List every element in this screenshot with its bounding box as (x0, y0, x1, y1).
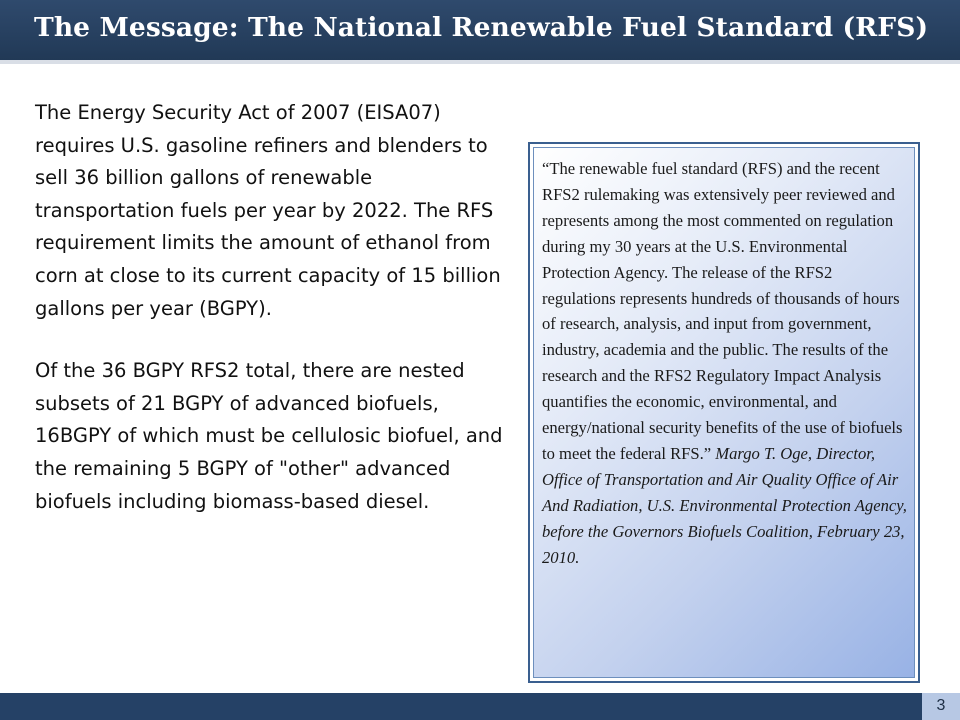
main-text (35, 97, 505, 518)
footer-bar (0, 693, 960, 720)
page-number: 3 (922, 693, 960, 720)
paragraph-rfs2-subsets: Of the 36 BGPY RFS2 total, there are nested subsets of 21 BGPY of advanced biofuels, 16BGPY of which must be cellulosic biofuel, and the remaining 5 BGPY of "other" advanced biofuels including biomass-based diesel. (35, 359, 503, 513)
quote-attribution: Margo T. Oge, Director, Office of Transportation and Air Quality Office of Air And Radiation, U.S. Environmental Protection Agency, before the Governors Biofuels Coalition, February 23, 2010. (542, 443, 907, 567)
slide-title: The Message: The National Renewable Fuel Standard (RFS) (34, 12, 929, 43)
title-bar (0, 0, 960, 60)
quote-box (528, 142, 920, 683)
paragraph-eisa07: The Energy Security Act of 2007 (EISA07) requires U.S. gasoline refiners and blenders to sell 36 billion gallons of renewable transportation fuels per year by 2022. The RFS requirement limits the amount of ethanol from corn at close to its current capacity of 15 billion gallons per year (BGPY). (35, 101, 501, 320)
quote-panel (533, 147, 915, 678)
quote-text: “The renewable fuel standard (RFS) and the recent RFS2 rulemaking was extensively peer reviewed and represents among the most commented on regulation during my 30 years at the U.S. Environmental Protection Agency. The release of the RFS2 regulations represents hundreds of thousands of hours of research, analysis, and input from government, industry, academia and the public. The results of the research and the RFS2 Regulatory Impact Analysis quantifies the economic, environmental, and energy/national security benefits of the use of biofuels to meet the federal RFS.” (542, 159, 903, 463)
title-divider (0, 60, 960, 64)
